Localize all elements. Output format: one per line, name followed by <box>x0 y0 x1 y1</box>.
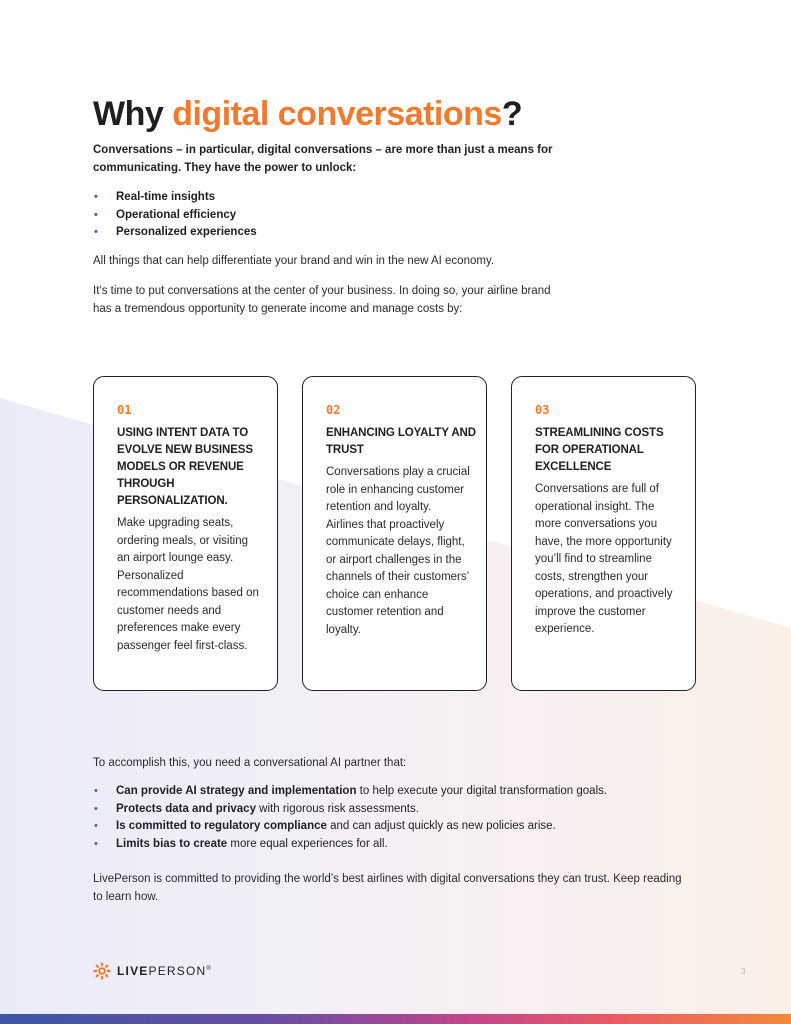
card-number: 01 <box>117 403 132 417</box>
list-item <box>93 836 607 854</box>
partner-list <box>93 783 607 853</box>
card-body: Make upgrading seats, ordering meals, or visiting an airport lounge easy. Personalized recommendations based on customer needs and preferences make every passenger feel first-class. <box>117 517 259 652</box>
differentiate-paragraph: All things that can help differentiate your brand and win in the new AI economy. <box>93 255 495 267</box>
title-accent: digital conversations <box>172 95 502 133</box>
card-heading: ENHANCING LOYALTY AND TRUST <box>326 427 476 456</box>
bullet-icon: • <box>94 226 98 238</box>
liveperson-logo <box>93 962 212 980</box>
list-item <box>93 818 607 836</box>
list-item-text: with rigorous risk assessments. <box>255 802 419 815</box>
bullet-icon: • <box>94 785 98 797</box>
card-number: 02 <box>326 403 341 417</box>
center-paragraph: It’s time to put conversations at the center of your business. In doing so, your airline brand has a tremendous opportunity to generate income and manage costs by: <box>93 285 551 315</box>
list-item <box>93 801 607 819</box>
brand-light: PERSON <box>148 964 207 978</box>
list-item-text: Operational efficiency <box>116 208 237 221</box>
card-intent-data <box>93 376 278 691</box>
closing-paragraph: LivePerson is committed to providing the world’s best airlines with digital conversations they can trust. Keep reading to learn how. <box>93 873 682 903</box>
bullet-icon: • <box>94 208 98 221</box>
card-body: Conversations play a crucial role in enhancing customer retention and loyalty. Airlines that proactively communicate delays, flight, or airport challenges in the channels of their customers’ choice can enhance customer retention and loyalty. <box>326 466 470 636</box>
unlock-list <box>93 189 257 242</box>
intro-paragraph: Conversations – in particular, digital conversations – are more than just a means for communicating. They have the power to unlock: <box>93 144 553 174</box>
list-item-bold: Protects data and privacy <box>116 802 256 815</box>
brand-name <box>117 964 212 978</box>
card-heading: USING INTENT DATA TO EVOLVE NEW BUSINESS MODELS OR REVENUE THROUGH PERSONALIZATION. <box>117 427 253 507</box>
bullet-icon: • <box>94 191 98 203</box>
list-item-text: Real-time insights <box>116 191 216 203</box>
card-streamlining-costs <box>511 376 696 691</box>
brand-mark: ® <box>206 966 212 972</box>
title-suffix: ? <box>501 95 523 133</box>
sun-logo-icon <box>93 962 111 980</box>
list-item <box>93 189 257 207</box>
list-item-bold: Limits bias to create <box>116 837 228 850</box>
list-item-bold: Is committed to regulatory compliance <box>116 820 327 832</box>
partner-paragraph: To accomplish this, you need a conversational AI partner that: <box>93 757 407 769</box>
bullet-icon: • <box>94 820 98 832</box>
list-item-text: more equal experiences for all. <box>227 837 388 850</box>
list-item-text: and can adjust quickly as new policies arise. <box>326 820 556 832</box>
card-loyalty-trust <box>302 376 487 691</box>
page-number: 3 <box>741 967 746 976</box>
card-number: 03 <box>535 403 550 417</box>
page-title <box>93 94 522 134</box>
bullet-icon: • <box>94 802 98 815</box>
list-item <box>93 224 257 242</box>
list-item <box>93 783 607 801</box>
list-item <box>93 207 257 225</box>
card-heading: STREAMLINING COSTS FOR OPERATIONAL EXCELLENCE <box>535 427 664 473</box>
card-body: Conversations are full of operational insight. The more conversations you have, the more opportunity you’ll find to streamline costs, strengthen your operations, and proactively improve the customer experience. <box>535 483 673 635</box>
list-item-bold: Can provide AI strategy and implementation <box>116 785 357 797</box>
brand-bold: LIVE <box>117 964 149 978</box>
title-prefix: Why <box>93 95 173 133</box>
list-item-text: to help execute your digital transformation goals. <box>356 785 608 797</box>
bullet-icon: • <box>94 837 98 850</box>
list-item-text: Personalized experiences <box>116 226 257 238</box>
